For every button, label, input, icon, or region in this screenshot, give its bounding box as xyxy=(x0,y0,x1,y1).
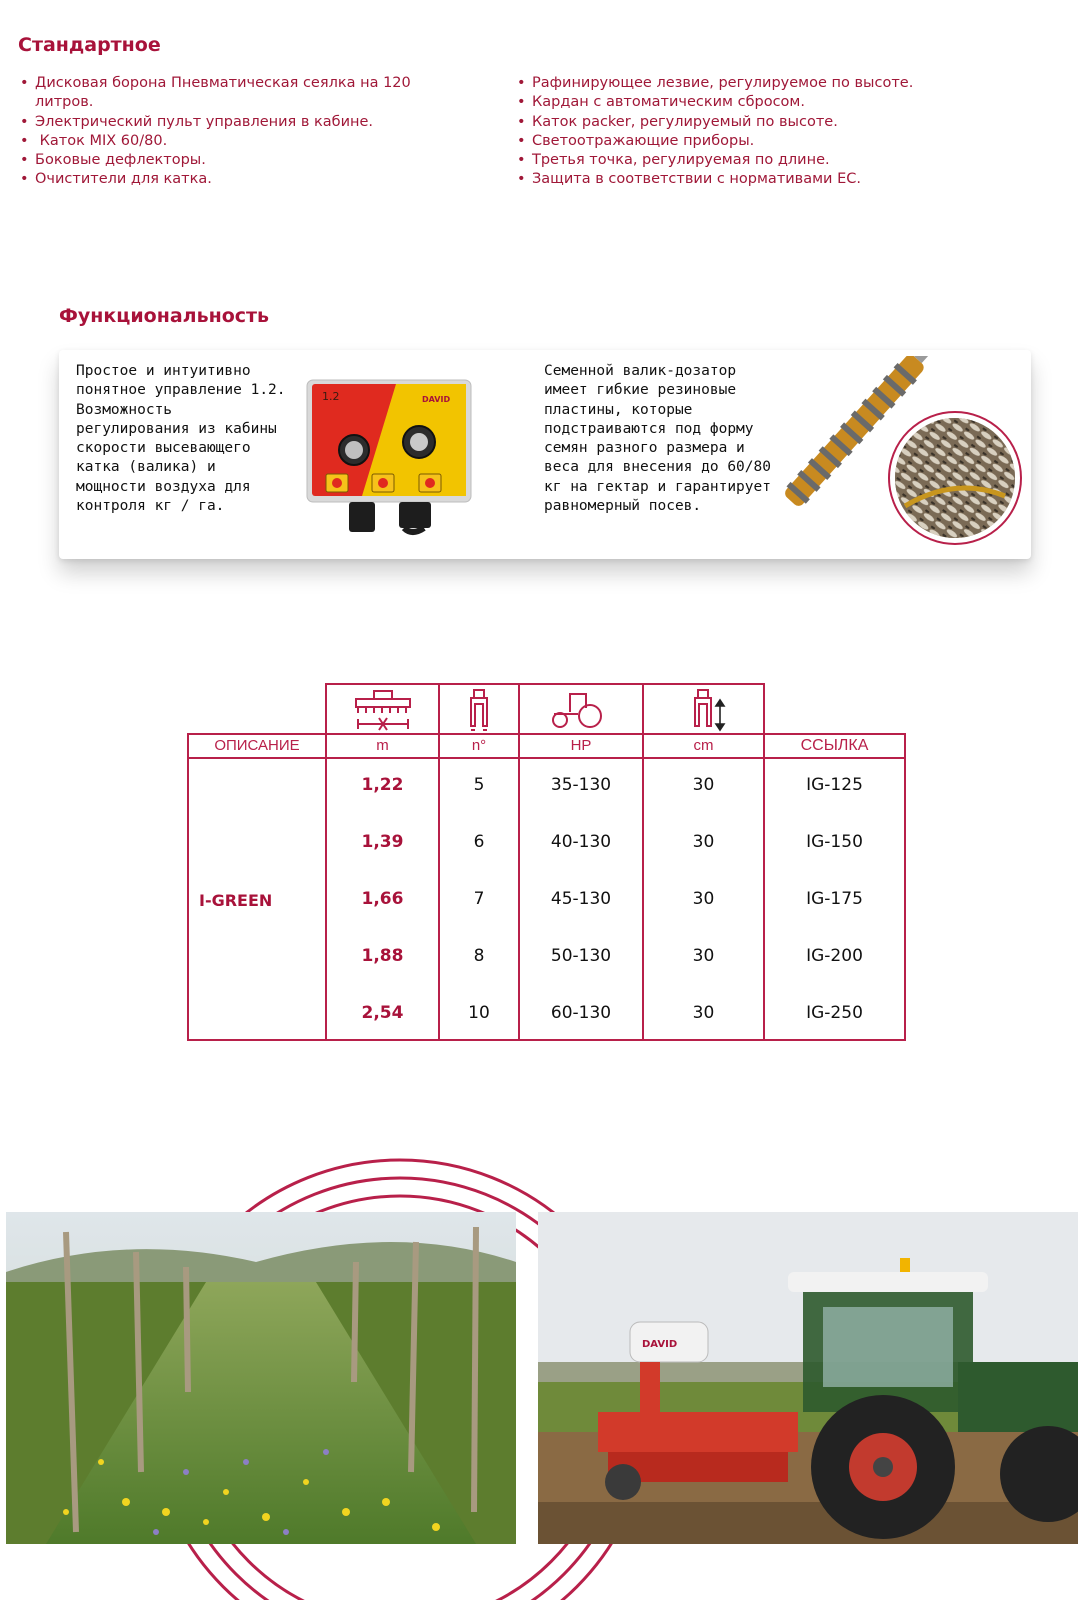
tine-icon xyxy=(466,688,492,732)
table-cell-m: 1,66 xyxy=(361,889,404,909)
header-description: ОПИСАНИЕ xyxy=(214,737,300,754)
table-cell-cm: 30 xyxy=(692,889,715,909)
tractor-photo xyxy=(538,1212,1078,1544)
list-item: • Светоотражающие приборы. xyxy=(515,132,1055,151)
list-item: • Электрический пульт управления в кабине. xyxy=(18,113,473,132)
table-cell-cm: 30 xyxy=(692,1003,715,1023)
standard-right-list xyxy=(515,74,1055,190)
table-cell-n: 10 xyxy=(468,1003,490,1023)
seed-roller-image xyxy=(777,356,1027,551)
functionality-card xyxy=(59,350,1031,559)
standard-left-list xyxy=(18,74,473,190)
table-cell-m: 1,88 xyxy=(361,946,404,966)
header-power: HP xyxy=(570,737,592,754)
table-cell-cm: 30 xyxy=(692,775,715,795)
svg-text:DAVID: DAVID xyxy=(422,395,451,404)
header-count: n° xyxy=(471,737,487,754)
table-cell-hp: 60-130 xyxy=(550,1003,612,1023)
control-panel-image xyxy=(304,378,474,536)
table-cell-ref: IG-125 xyxy=(806,775,863,795)
table-cell-ref: IG-175 xyxy=(806,889,863,909)
list-item: • Дисковая борона Пневматическая сеялка на 120 литров. xyxy=(18,74,473,113)
list-item: • Каток packer, регулируемый по высоте. xyxy=(515,113,1055,132)
table-cell-hp: 50-130 xyxy=(550,946,612,966)
vineyard-photo xyxy=(6,1212,516,1544)
functionality-title: Функциональность xyxy=(59,305,270,327)
seeder-brand: DAVID xyxy=(642,1339,678,1350)
tractor-icon xyxy=(550,690,606,730)
table-cell-m: 2,54 xyxy=(361,1003,404,1023)
table-cell-hp: 40-130 xyxy=(550,832,612,852)
list-item: • Очистители для катка. xyxy=(18,170,473,189)
seed-roller-description: Семенной валик-дозатор имеет гибкие резиновые пластины, которые подстраиваются под форму семян разного размера и веса для внесения до 60/80 кг на гектар и гарантирует равномерный посев. xyxy=(544,363,771,515)
depth-icon xyxy=(692,688,728,732)
table-cell-ref: IG-200 xyxy=(806,946,863,966)
table-cell-n: 6 xyxy=(473,832,485,852)
list-item: • Защита в соответствии с нормативами ЕС. xyxy=(515,170,1055,189)
model-name: I-GREEN xyxy=(199,891,273,910)
list-item: • Третья точка, регулируемая по длине. xyxy=(515,151,1055,170)
seeder-width-icon xyxy=(352,689,414,731)
table-cell-m: 1,22 xyxy=(361,775,404,795)
list-item: • Боковые дефлекторы. xyxy=(18,151,473,170)
header-reference: ССЫЛКА xyxy=(800,737,869,754)
list-item: • Рафинирующее лезвие, регулируемое по высоте. xyxy=(515,74,1055,93)
svg-text:1.2: 1.2 xyxy=(322,390,340,403)
list-item: • Кардан с автоматическим сбросом. xyxy=(515,93,1055,112)
table-cell-cm: 30 xyxy=(692,946,715,966)
table-cell-n: 5 xyxy=(473,775,485,795)
table-cell-hp: 35-130 xyxy=(550,775,612,795)
standard-title: Стандартное xyxy=(18,34,161,56)
table-cell-cm: 30 xyxy=(692,832,715,852)
header-depth: cm xyxy=(693,737,714,754)
table-cell-n: 8 xyxy=(473,946,485,966)
list-item: • Каток MIX 60/80. xyxy=(18,132,473,151)
table-cell-ref: IG-250 xyxy=(806,1003,863,1023)
control-description: Простое и интуитивно понятное управление 1.2. Возможность регулирования из кабины скорости высевающего катка (валика) и мощности воздуха для контроля кг / га. xyxy=(76,363,286,515)
table-cell-ref: IG-150 xyxy=(806,832,863,852)
header-width: m xyxy=(376,737,389,754)
table-cell-n: 7 xyxy=(473,889,485,909)
table-cell-m: 1,39 xyxy=(361,832,404,852)
table-cell-hp: 45-130 xyxy=(550,889,612,909)
